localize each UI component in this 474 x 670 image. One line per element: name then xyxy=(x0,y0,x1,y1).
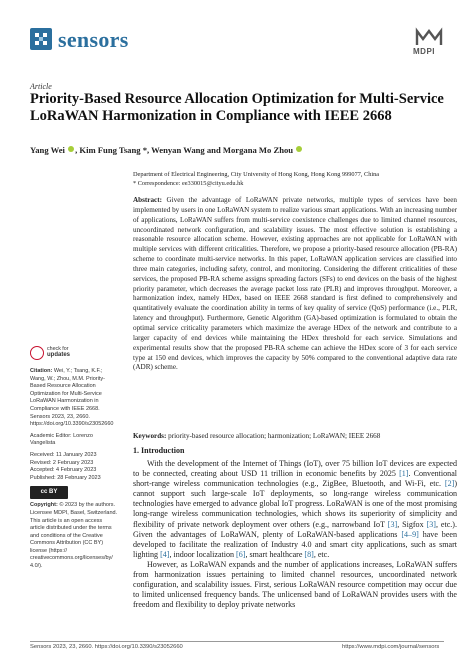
keywords-label: Keywords: xyxy=(133,432,167,440)
journal-name[interactable]: sensors xyxy=(58,27,129,52)
reference-link[interactable]: [4] xyxy=(160,549,170,559)
cc-by-license-icon[interactable]: cc BY xyxy=(30,486,68,499)
article-title: Priority-Based Resource Allocation Optimization for Multi-Service LoRaWAN Harmonization in Compliance with IEEE 2668 xyxy=(30,91,444,124)
reference-link[interactable]: [3] xyxy=(426,519,436,529)
citation xyxy=(30,368,118,429)
text-run: . Conventional short-range wireless communication technologies (e.g., ZigBee, Bluetooth, and Wi-Fi, etc. xyxy=(133,469,458,489)
abstract-label: Abstract: xyxy=(133,196,162,204)
text-run: ) cannot support such large-scale IoT deployments, so long-range wireless communication technologies have emerged to advance global IoT progress. LoRaWAN is one of the most promising long-range wireless communication technologies, which shows its superiority of simplicity and flexibility of private network deployment over others (e.g., narrowband IoT xyxy=(133,479,457,529)
received-date: Received: 11 January 2023 xyxy=(30,451,97,458)
check-for-updates-icon[interactable] xyxy=(30,346,44,360)
introduction-body xyxy=(133,459,457,610)
author-separator: , xyxy=(75,145,80,155)
publisher-name: MDPI xyxy=(413,47,435,56)
abstract-text: Given the advantage of LoRaWAN private networks, multiple types of services have been implemented by users in one LoRaWAN system to realize various smart applications. With an increasing number of applications, LoRaWAN suffers from multi-service coexistence challenges due to limited channel resources, uncoordinated network configuration, and scalability issues. The most effective solution is establishing a reasonable resource allocation scheme. However, existing approaches are not applicable for LoRaWAN with multiple services with different criticalities. Therefore, we propose a priority-based resource allocation (PB-RA) scheme to coordinate multi-service networks. In this paper, LoRaWAN application services are classified into three main categories, including safety, control, and monitoring. Considering the different criticalities of these services, the proposed PB-RA scheme assigns spreading factors (SFs) to end devices on the basis of the highest priority parameter, which decreases the average packet loss rate (PLR) and improves throughput. Moreover, a harmonization index, namely HDex, based on IEEE 2668 standard is first defined to comprehensively and quantitatively evaluate the coordination ability in terms of key quality of service (QoS) performance (i.e., PLR, latency and throughput). Furthermore, Genetic Algorithm (GA)-based optimization is formulated to obtain the optimal service criticality parameters which maximize the average HDex of the network and contribute to a larger capacity of end devices while maintaining the HDex threshold for each service. Simulations and experimental results show that the proposed PB-RA scheme can achieve the HDex score of 3 for each service type at 150 end devices, which improves the capacity by 50% compared to the conventional adaptive data rate (ADR) scheme. xyxy=(133,196,457,372)
text-run: , etc.). Given the advantages of LoRaWAN, plenty of LoRaWAN-based applications xyxy=(133,519,457,539)
text-run: , indoor localization xyxy=(169,549,237,559)
copyright-text: © 2023 by the authors. Licensee MDPI, Basel, Switzerland. This article is an open access article distributed under the terms and conditions of the Creative Commons Attribution (CC BY) license (https:// creativecommons.org/licenses/by/ 4.0/). xyxy=(30,502,118,570)
keywords-text: priority-based resource allocation; harmonization; LoRaWAN; IEEE 2668 xyxy=(168,432,381,440)
paragraph: However, as LoRaWAN expands and the number of applications increases, LoRaWAN suffers from harmonization issues pertaining to limited channel resources, uncoordinated network configuration, and scalability issues. First, serious LoRaWAN resource competition may occur due to limited unlicensed frequency bands. The unlicensed band of LoRaWAN provides users with the freedom and flexibility to deploy private networks xyxy=(133,559,457,610)
paragraph xyxy=(133,459,457,560)
footer-citation[interactable]: Sensors 2023, 23, 2660. https://doi.org/10.3390/s23052660 xyxy=(30,644,183,650)
abstract xyxy=(133,196,457,373)
copyright xyxy=(30,502,118,570)
text-run: With the development of the Internet of Things (IoT), over 75 billion IoT devices are expected to be connected, creating about USD 11 trillion in economic benefits by 2025 xyxy=(133,459,457,479)
section-heading: 1. Introduction xyxy=(133,446,185,455)
text-run: , smart healthcare xyxy=(245,549,305,559)
copyright-label: Copyright: xyxy=(30,502,58,509)
reference-link[interactable]: [2] xyxy=(444,479,455,489)
affiliation-block xyxy=(133,170,453,188)
journal-link[interactable]: https://www.mdpi.com/journal/sensors xyxy=(342,644,440,650)
article-type: Article xyxy=(30,82,52,91)
reference-link[interactable]: [6] xyxy=(236,549,246,559)
text-run: , Sigfox xyxy=(397,519,427,529)
author-separator: , xyxy=(147,145,152,155)
article-info-sidebar xyxy=(30,368,118,571)
published-date: Published: 28 February 2023 xyxy=(30,474,101,481)
reference-link[interactable]: [4–9] xyxy=(401,529,419,539)
revised-date: Revised: 2 February 2023 xyxy=(30,459,94,466)
reference-link[interactable]: [3] xyxy=(387,519,398,529)
correspondence: * Correspondence: ee330015@cityu.edu.hk xyxy=(133,180,244,187)
text-run: have been developed to facilitate the realization of Industry 4.0 and smart city applications, such as smart lighting xyxy=(133,529,458,559)
author-name[interactable]: Wenyan Wang and Morgana Mo Zhou xyxy=(151,145,294,155)
check-line-2: updates xyxy=(47,352,71,358)
footer-divider xyxy=(30,641,444,642)
accepted-date: Accepted: 4 February 2023 xyxy=(30,467,97,474)
orcid-icon[interactable] xyxy=(296,146,302,152)
text-run: , etc. xyxy=(313,549,330,559)
author-name[interactable]: Kim Fung Tsang * xyxy=(79,145,147,155)
check-line-1: check for xyxy=(47,346,69,352)
academic-editor: Academic Editor: Lorenzo Vangelista xyxy=(30,432,93,447)
affiliation: Department of Electrical Engineering, City University of Hong Kong, Hong Kong 999077, China xyxy=(133,171,380,178)
check-for-updates-button[interactable] xyxy=(47,346,70,358)
orcid-icon[interactable] xyxy=(68,146,74,152)
citation-text[interactable]: Wei, Y.; Tsang, K.F.; Wang, W.; Zhou, M.M. Priority-Based Resource Allocation Optimization for Multi-Service LoRaWAN Harmonization in Compliance with IEEE 2668. Sensors 2023, 23, 2660. https://doi.org/10.3390/s23052660 xyxy=(30,368,114,428)
citation-label: Citation: xyxy=(30,368,53,374)
author-name[interactable]: Yang Wei xyxy=(30,145,65,155)
keywords xyxy=(133,432,457,442)
reference-link[interactable]: [8] xyxy=(304,549,314,559)
reference-link[interactable]: [1] xyxy=(399,469,409,479)
journal-logo-icon xyxy=(30,28,52,50)
author-list xyxy=(30,145,450,155)
